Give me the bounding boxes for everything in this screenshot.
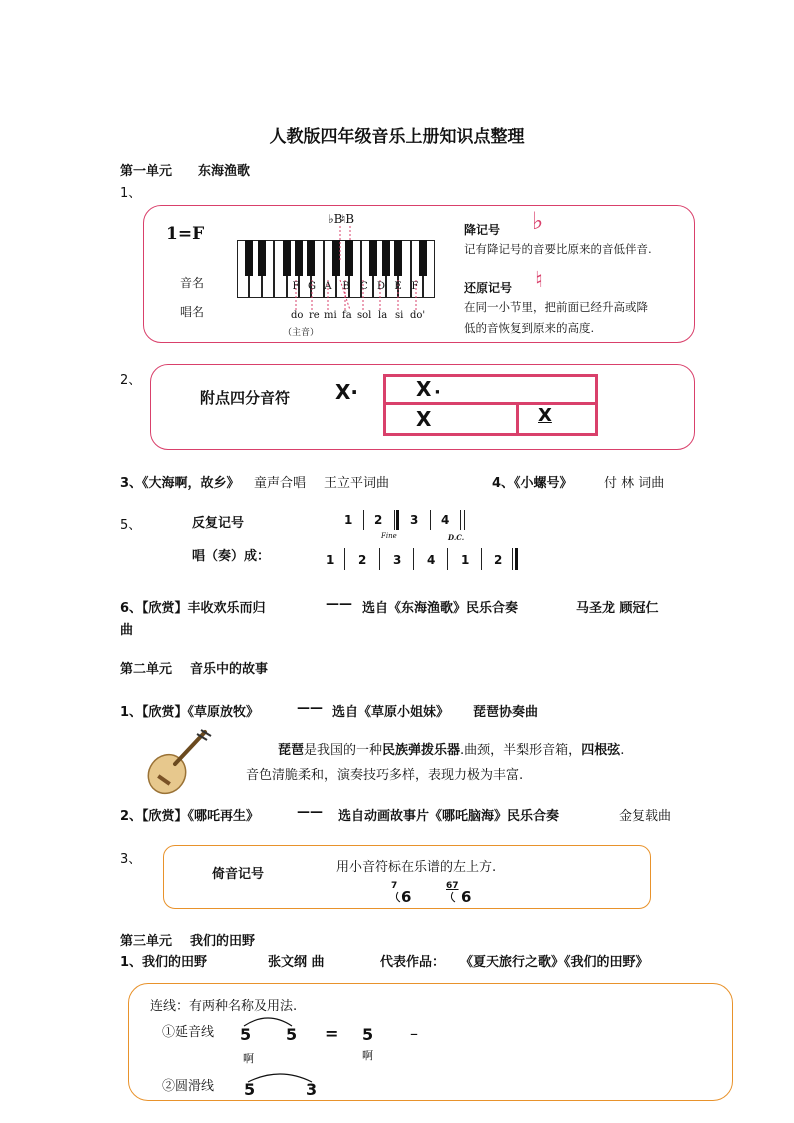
- unit3-item1: 1、我们的田野: [120, 955, 208, 970]
- dotted-diagram: [383, 374, 598, 436]
- barline: [481, 548, 482, 570]
- grace-slurs: [392, 890, 482, 904]
- note-letter: C: [360, 281, 368, 292]
- unit2-item1-source: 选自《草原小姐妹》: [332, 705, 450, 720]
- dot-mark: ·: [434, 382, 441, 403]
- solfa: do': [410, 310, 426, 321]
- diagram-divider: [516, 405, 519, 433]
- note-letter: D: [376, 281, 386, 292]
- unit1-item6-dash: ——: [326, 597, 352, 612]
- unit1-item6-source: 选自《东海渔歌》民乐合奏: [362, 601, 519, 616]
- solfa: mi: [324, 310, 337, 321]
- slur-note: 3: [306, 1080, 318, 1099]
- extension-dash: –: [410, 1024, 418, 1043]
- grace-small-note: 67: [446, 881, 459, 891]
- unit3-rep-works: 《夏天旅行之歌》《我们的田野》: [460, 955, 649, 970]
- repeat-top-digit: 2: [374, 513, 383, 527]
- tie-label: ①延音线: [162, 1025, 215, 1040]
- page-title: 人教版四年级音乐上册知识点整理: [269, 127, 525, 147]
- x-note: X: [416, 377, 432, 401]
- barline: [379, 548, 380, 570]
- note-letter: E: [394, 281, 402, 292]
- repeat-result-digit: 4: [427, 553, 436, 567]
- repeat-result-digit: 2: [358, 553, 367, 567]
- barline: [413, 548, 414, 570]
- unit1-name: 东海渔歌: [198, 164, 251, 179]
- repeat-result-digit: 2: [494, 553, 503, 567]
- flat-b-label: ♭B: [328, 212, 343, 226]
- natural-sign-icon: ♮: [535, 268, 543, 293]
- unit2-name: 音乐中的故事: [190, 662, 269, 677]
- unit2-item2-source: 选自动画故事片《哪吒脑海》民乐合奏: [338, 809, 560, 824]
- slur-note: 5: [244, 1080, 256, 1099]
- unit1-item3-type: 童声合唱: [254, 476, 307, 491]
- unit1-item3-author: 王立平词曲: [324, 476, 390, 491]
- key-signature: 1=F: [166, 224, 205, 244]
- sing-label: 唱（奏）成：: [192, 549, 271, 564]
- solfa: la: [378, 310, 388, 321]
- repeat-label: 反复记号: [192, 516, 245, 531]
- unit1-item2-num: 2、: [120, 373, 142, 388]
- barline: [464, 510, 465, 530]
- barline: [460, 510, 461, 530]
- unit1-item4: 4、《小螺号》: [492, 476, 573, 491]
- grace-main-note: 6: [461, 888, 472, 906]
- repeat-result-digit: 1: [326, 553, 335, 567]
- grace-desc: 用小音符标在乐谱的左上方.: [336, 860, 497, 875]
- repeat-top-digit: 4: [441, 513, 450, 527]
- tie-note: 5: [240, 1025, 252, 1044]
- barline: [363, 510, 364, 530]
- unit1-item1-num: 1、: [120, 186, 142, 201]
- unit2-item3-num: 3、: [120, 852, 142, 867]
- unit1-item6-wrap: 曲: [120, 623, 134, 638]
- unit1-item5-num: 5、: [120, 518, 142, 533]
- unit2-item1-dash: ——: [297, 701, 323, 716]
- lyric: 啊: [362, 1049, 373, 1062]
- note-letter: F: [292, 281, 300, 292]
- repeat-result-digit: 3: [393, 553, 402, 567]
- unit3-name: 我们的田野: [190, 934, 256, 949]
- note-letter: G: [308, 281, 316, 292]
- unit2-item1-type: 琵琶协奏曲: [473, 705, 539, 720]
- unit3-heading: 第三单元: [120, 934, 173, 949]
- diagram-divider: [386, 402, 595, 405]
- tie-note: 5: [286, 1025, 298, 1044]
- unit1-heading: 第一单元: [120, 164, 173, 179]
- note-letter: B: [342, 281, 350, 292]
- unit3-item1-author: 张文纲 曲: [268, 955, 325, 970]
- repeat-top-digit: 1: [344, 513, 353, 527]
- equals-sign: =: [325, 1024, 339, 1043]
- repeat-top-digit: 3: [410, 513, 419, 527]
- barline: [344, 548, 345, 570]
- grace-main-note: 6: [401, 888, 412, 906]
- barline: [394, 510, 395, 530]
- final-bar: [515, 548, 518, 570]
- pipa-icon: [143, 726, 215, 798]
- row-label-sing: 唱名: [180, 305, 205, 319]
- note-letter: A: [324, 281, 332, 292]
- unit2-item2: 2、【欣赏】《哪吒再生》: [120, 809, 260, 824]
- pipa-text-1: 琵琶是我国的一种民族弹拨乐器.曲颈，半梨形音箱，四根弦.: [278, 743, 625, 758]
- barline: [430, 510, 431, 530]
- slur-label: ②圆滑线: [162, 1079, 215, 1094]
- grace-label: 倚音记号: [212, 867, 265, 882]
- unit2-item2-author: 金复载曲: [619, 809, 672, 824]
- solfa: do: [291, 310, 304, 321]
- barline: [512, 548, 513, 570]
- unit3-rep-label: 代表作品：: [380, 955, 446, 970]
- note-letter: F: [411, 281, 419, 292]
- unit2-item1: 1、【欣赏】《草原放牧》: [120, 705, 260, 720]
- tie-result-note: 5: [362, 1025, 374, 1044]
- tonic-note: （主音）: [283, 328, 320, 338]
- natural-desc-1: 在同一小节里，把前面已经升高或降: [464, 300, 648, 314]
- unit1-item3: 3、《大海啊，故乡》: [120, 476, 240, 491]
- flat-desc: 记有降记号的音要比原来的音低伴音.: [464, 242, 652, 256]
- unit1-item6: 6、【欣赏】丰收欢乐而归: [120, 601, 266, 616]
- natural-desc-2: 低的音恢复到原来的高度.: [464, 321, 595, 335]
- unit1-item6-author: 马圣龙 顾冠仁: [576, 601, 659, 616]
- flat-title: 降记号: [464, 223, 501, 237]
- barline: [447, 548, 448, 570]
- dotted-symbol: X·: [335, 380, 359, 404]
- dc-mark: D.C.: [448, 533, 465, 542]
- unit2-item2-dash: ——: [297, 805, 323, 820]
- pipa-text-2: 音色清脆柔和，演奏技巧多样，表现力极为丰富.: [246, 768, 524, 783]
- flat-sign-icon: ♭: [532, 207, 544, 235]
- solfa: si: [395, 310, 404, 321]
- x-note: X: [416, 407, 432, 431]
- solfa: fa: [342, 310, 352, 321]
- x-note-eighth: X: [538, 405, 552, 426]
- natural-title: 还原记号: [464, 281, 513, 295]
- repeat-result-digit: 1: [461, 553, 470, 567]
- solfa: sol: [357, 310, 372, 321]
- unit1-item4-author: 付 林 词曲: [604, 476, 665, 491]
- solfa: re: [309, 310, 320, 321]
- unit2-heading: 第二单元: [120, 662, 173, 677]
- grace-small-note: 7: [391, 881, 398, 891]
- lyric: 啊: [243, 1052, 254, 1065]
- natural-b-label: ♮B: [341, 212, 355, 226]
- slur-intro: 连线：有两种名称及用法.: [150, 999, 298, 1014]
- repeat-end-bar: [396, 510, 399, 530]
- pipa-name: 琵琶: [278, 743, 305, 758]
- fine-mark: Fine: [381, 532, 397, 540]
- dotted-label: 附点四分音符: [200, 389, 291, 407]
- row-label-note: 音名: [180, 276, 205, 290]
